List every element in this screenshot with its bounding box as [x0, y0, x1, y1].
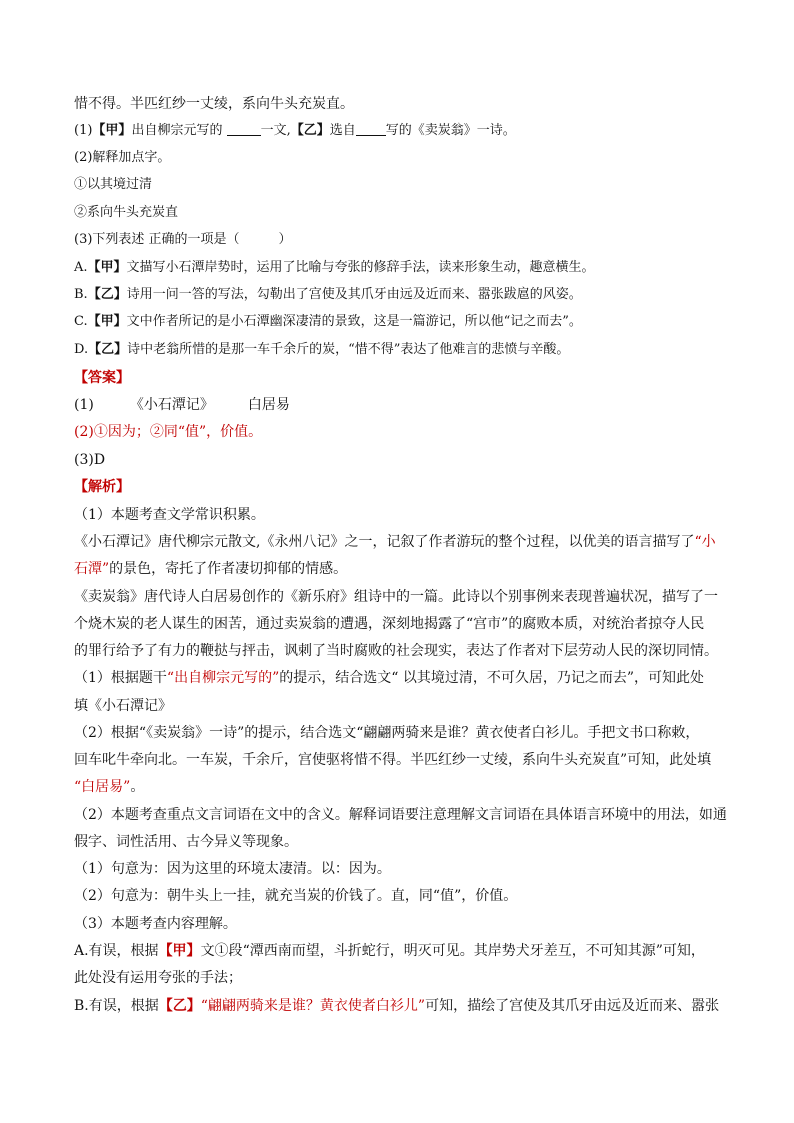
analysis-p5-line3: “白居易”。	[74, 779, 145, 795]
analysis-p2-line2: 石潭”的景色，寄托了作者凄切抑郁的情感。	[74, 561, 348, 577]
analysis-p11-line1: B.有误，根据【乙】“翩翩两骑来是谁？黄衣使者白衫儿”可知，描绘了宫使及其爪牙由远及近而来、嚣张	[74, 998, 720, 1014]
question-3-stem: (3)下列表述 正确的一项是（ ）	[74, 232, 292, 247]
answer-3: (3)D	[74, 452, 106, 468]
question-2-item-2: ②系向牛头充炭直	[74, 205, 179, 220]
analysis-p9: （3）本题考查内容理解。	[74, 916, 237, 932]
option-d: D.【乙】诗中老翁所惜的是那一车千余斤的炭，“惜不得”表达了他难言的悲愤与辛酸。	[74, 342, 570, 357]
answer-1: (1) 《小石潭记》 白居易	[74, 397, 290, 413]
analysis-heading: 【解析】	[74, 479, 130, 495]
option-a: A.【甲】文描写小石潭岸势时，运用了比喻与夸张的修辞手法，读来形象生动，趣意横生。	[74, 260, 595, 275]
question-2-stem: (2)解释加点字。	[74, 150, 171, 165]
analysis-p4-line2: 填《小石潭记》	[74, 698, 172, 714]
analysis-p3-line3: 的罪行给予了有力的鞭挞与抨击，讽刺了当时腐败的社会现实，表达了作者对下层劳动人民的深切同情。	[74, 643, 718, 659]
analysis-p5-line2: 回车叱牛牵向北。一车炭，千余斤，宫使驱将惜不得。半匹红纱一丈绫，系向牛头充炭直”可知，此处填	[74, 752, 712, 768]
analysis-p6-line1: （2）本题考查重点文言词语在文中的含义。解释词语要注意理解文言词语在具体语言环境中的用法，如通	[74, 807, 727, 823]
blank-2	[356, 121, 386, 136]
analysis-p8: （2）句意为：朝牛头上一挂，就充当炭的价钱了。直，同“值”，价值。	[74, 888, 518, 904]
analysis-p3-line2: 个烧木炭的老人谋生的困苦，通过卖炭翁的遭遇，深刻地揭露了“宫市”的腐败本质，对统治者掠夺人民	[74, 616, 705, 632]
analysis-p4-line1: （1）根据题干“出自柳宗元写的”的提示，结合选文“ 以其境过清，不可久居，乃记之而去”，可知此处	[74, 670, 705, 686]
blank-1	[227, 121, 261, 136]
analysis-p7: （1）句意为：因为这里的环境太凄清。以：因为。	[74, 861, 391, 877]
question-1: (1)【甲】出自柳宗元写的 一文,【乙】选自 写的《卖炭翁》一诗。	[74, 123, 516, 138]
question-line-top: 惜不得。半匹红纱一丈绫，系向牛头充炭直。	[74, 96, 354, 112]
answer-heading: 【答案】	[74, 370, 130, 386]
analysis-p10-line2: 此处没有运用夸张的手法；	[74, 970, 242, 986]
analysis-p6-line2: 假字、词性活用、古今异义等现象。	[74, 834, 298, 850]
answer-2: (2)①因为；②同“值”，价值。	[74, 424, 263, 440]
option-c: C.【甲】文中作者所记的是小石潭幽深凄清的景致，这是一篇游记，所以他“记之而去”。	[74, 314, 582, 329]
question-2-item-1: ①以其境过清	[74, 177, 153, 192]
analysis-p10-line1: A.有误，根据【甲】文①段“潭西南而望，斗折蛇行，明灭可见。其岸势犬牙差互，不可知其源”可知，	[74, 943, 705, 959]
analysis-p1: （1）本题考查文学常识积累。	[74, 507, 265, 523]
analysis-p2-line1: 《小石潭记》唐代柳宗元散文,《永州八记》之一，记叙了作者游玩的整个过程，以优美的语言描写了“小	[74, 534, 716, 550]
analysis-p5-line1: （2）根据“《卖炭翁》一诗”的提示，结合选文“翩翩两骑来是谁？黄衣使者白衫儿。手把文书口称敕，	[74, 725, 700, 741]
analysis-p3-line1: 《卖炭翁》唐代诗人白居易创作的《新乐府》组诗中的一篇。此诗以个别事例来表现普遍状况，描写了一	[74, 589, 718, 605]
option-b: B.【乙】诗用一问一答的写法，勾勒出了宫使及其爪牙由远及近而来、嚣张跋扈的风姿。	[74, 287, 582, 302]
